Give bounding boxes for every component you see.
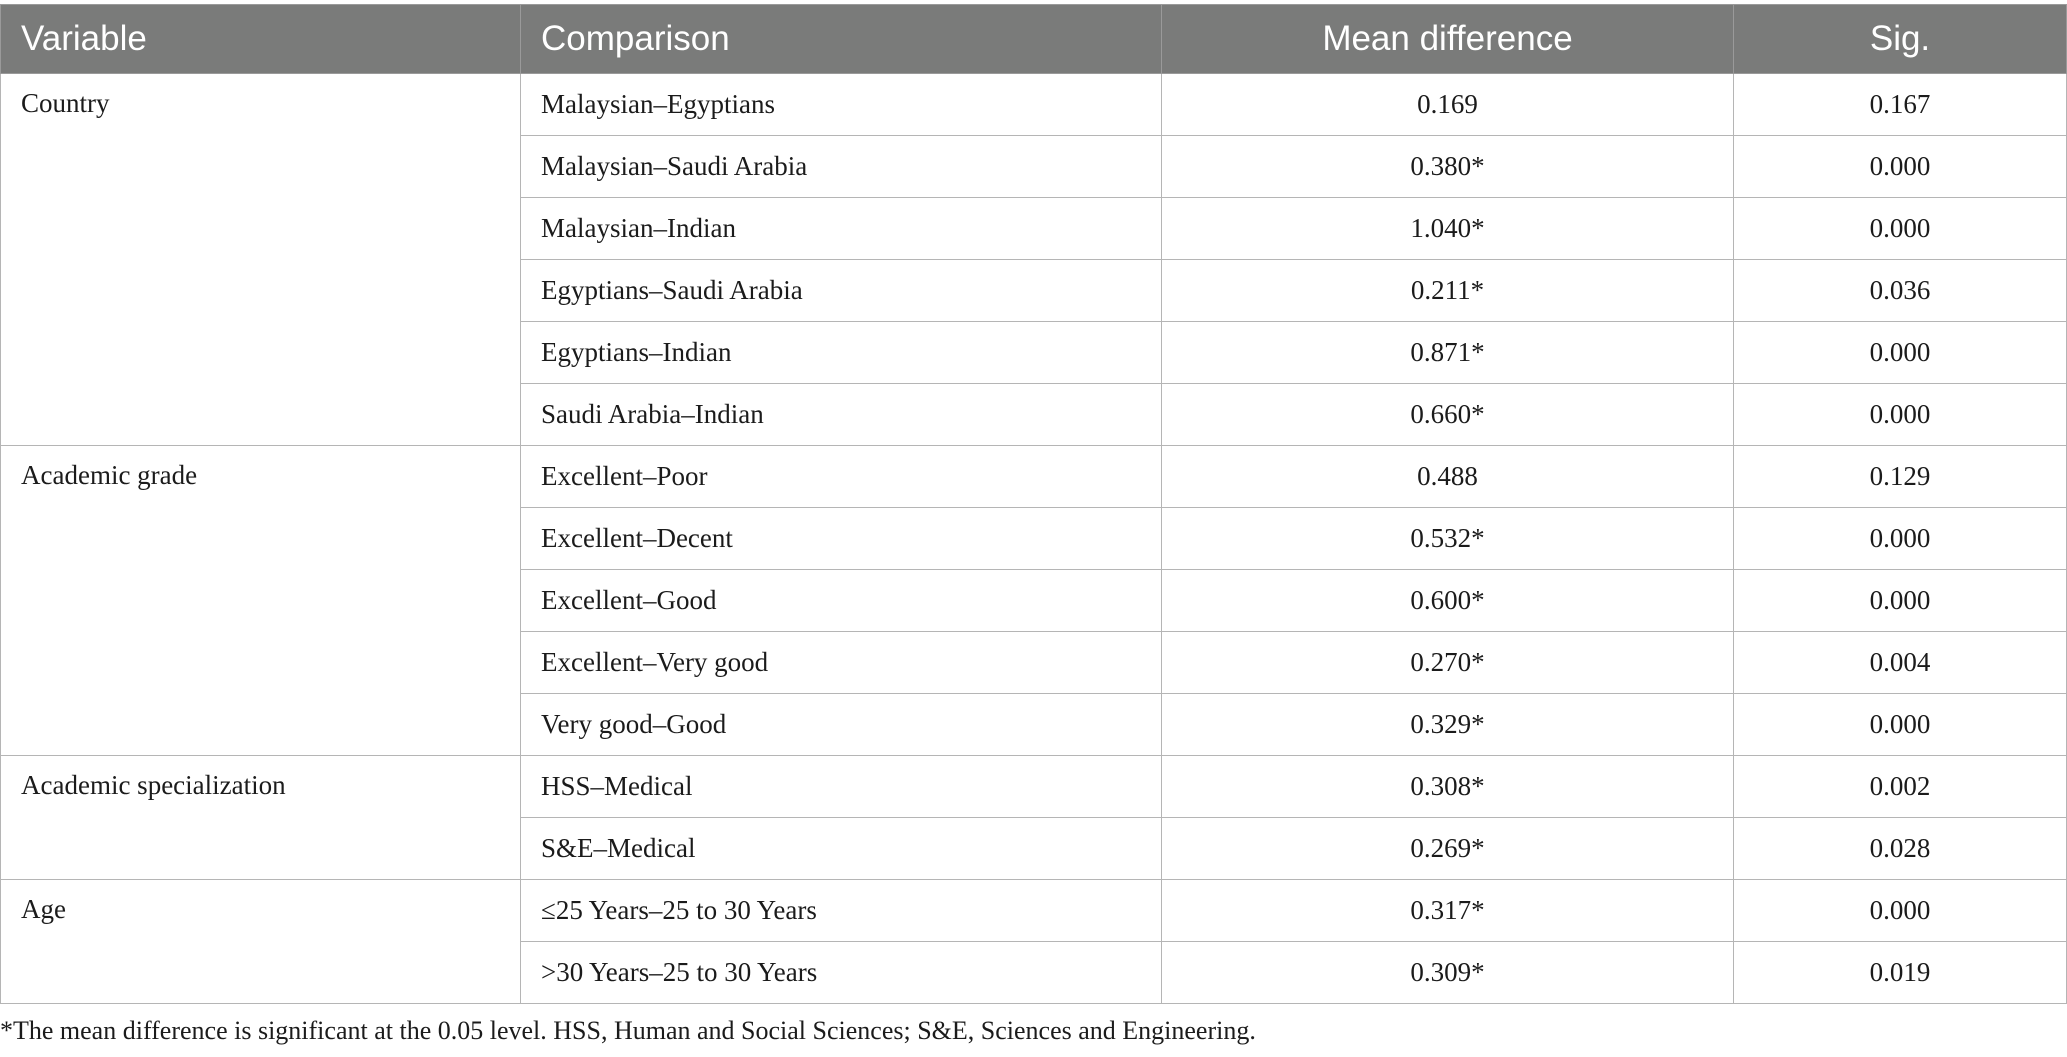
comparison-cell: >30 Years–25 to 30 Years xyxy=(521,942,1162,1004)
header-row xyxy=(1,5,2067,74)
comparison-cell: S&E–Medical xyxy=(521,818,1162,880)
table-row xyxy=(1,74,2067,136)
header-sig: Sig. xyxy=(1734,5,2067,74)
table-header xyxy=(1,5,2067,74)
sig-cell: 0.000 xyxy=(1734,136,2067,198)
comparison-cell: Excellent–Poor xyxy=(521,446,1162,508)
sig-cell: 0.000 xyxy=(1734,508,2067,570)
mean-difference-cell: 0.211* xyxy=(1162,260,1734,322)
sig-cell: 0.000 xyxy=(1734,570,2067,632)
sig-cell: 0.019 xyxy=(1734,942,2067,1004)
comparison-cell: Malaysian–Saudi Arabia xyxy=(521,136,1162,198)
header-mean-difference: Mean difference xyxy=(1162,5,1734,74)
sig-cell: 0.000 xyxy=(1734,880,2067,942)
variable-cell: Academic grade xyxy=(1,446,521,756)
mean-difference-cell: 0.269* xyxy=(1162,818,1734,880)
mean-difference-cell: 0.600* xyxy=(1162,570,1734,632)
mean-difference-cell: 1.040* xyxy=(1162,198,1734,260)
table-body xyxy=(1,74,2067,1004)
sig-cell: 0.004 xyxy=(1734,632,2067,694)
mean-difference-cell: 0.169 xyxy=(1162,74,1734,136)
mean-difference-cell: 0.317* xyxy=(1162,880,1734,942)
header-comparison: Comparison xyxy=(521,5,1162,74)
mean-difference-cell: 0.488 xyxy=(1162,446,1734,508)
comparison-cell: Excellent–Decent xyxy=(521,508,1162,570)
variable-cell: Age xyxy=(1,880,521,1004)
comparison-cell: Egyptians–Indian xyxy=(521,322,1162,384)
sig-cell: 0.000 xyxy=(1734,694,2067,756)
comparison-cell: Egyptians–Saudi Arabia xyxy=(521,260,1162,322)
comparison-cell: Very good–Good xyxy=(521,694,1162,756)
sig-cell: 0.000 xyxy=(1734,384,2067,446)
comparison-cell: Malaysian–Indian xyxy=(521,198,1162,260)
results-table xyxy=(0,4,2067,1004)
mean-difference-cell: 0.329* xyxy=(1162,694,1734,756)
sig-cell: 0.000 xyxy=(1734,322,2067,384)
table-row xyxy=(1,446,2067,508)
variable-cell: Academic specialization xyxy=(1,756,521,880)
table-row xyxy=(1,880,2067,942)
mean-difference-cell: 0.308* xyxy=(1162,756,1734,818)
comparison-cell: Excellent–Good xyxy=(521,570,1162,632)
comparison-cell: HSS–Medical xyxy=(521,756,1162,818)
mean-difference-cell: 0.309* xyxy=(1162,942,1734,1004)
comparison-cell: ≤25 Years–25 to 30 Years xyxy=(521,880,1162,942)
mean-difference-cell: 0.532* xyxy=(1162,508,1734,570)
comparison-cell: Excellent–Very good xyxy=(521,632,1162,694)
sig-cell: 0.000 xyxy=(1734,198,2067,260)
mean-difference-cell: 0.660* xyxy=(1162,384,1734,446)
sig-cell: 0.129 xyxy=(1734,446,2067,508)
sig-cell: 0.002 xyxy=(1734,756,2067,818)
sig-cell: 0.167 xyxy=(1734,74,2067,136)
mean-difference-cell: 0.380* xyxy=(1162,136,1734,198)
mean-difference-cell: 0.270* xyxy=(1162,632,1734,694)
table-row xyxy=(1,756,2067,818)
table-footnote: *The mean difference is significant at the 0.05 level. HSS, Human and Social Sciences; S&E, Sciences and Engineering. xyxy=(0,1016,1256,1045)
comparison-cell: Malaysian–Egyptians xyxy=(521,74,1162,136)
mean-difference-cell: 0.871* xyxy=(1162,322,1734,384)
header-variable: Variable xyxy=(1,5,521,74)
comparison-cell: Saudi Arabia–Indian xyxy=(521,384,1162,446)
sig-cell: 0.036 xyxy=(1734,260,2067,322)
sig-cell: 0.028 xyxy=(1734,818,2067,880)
variable-cell: Country xyxy=(1,74,521,446)
